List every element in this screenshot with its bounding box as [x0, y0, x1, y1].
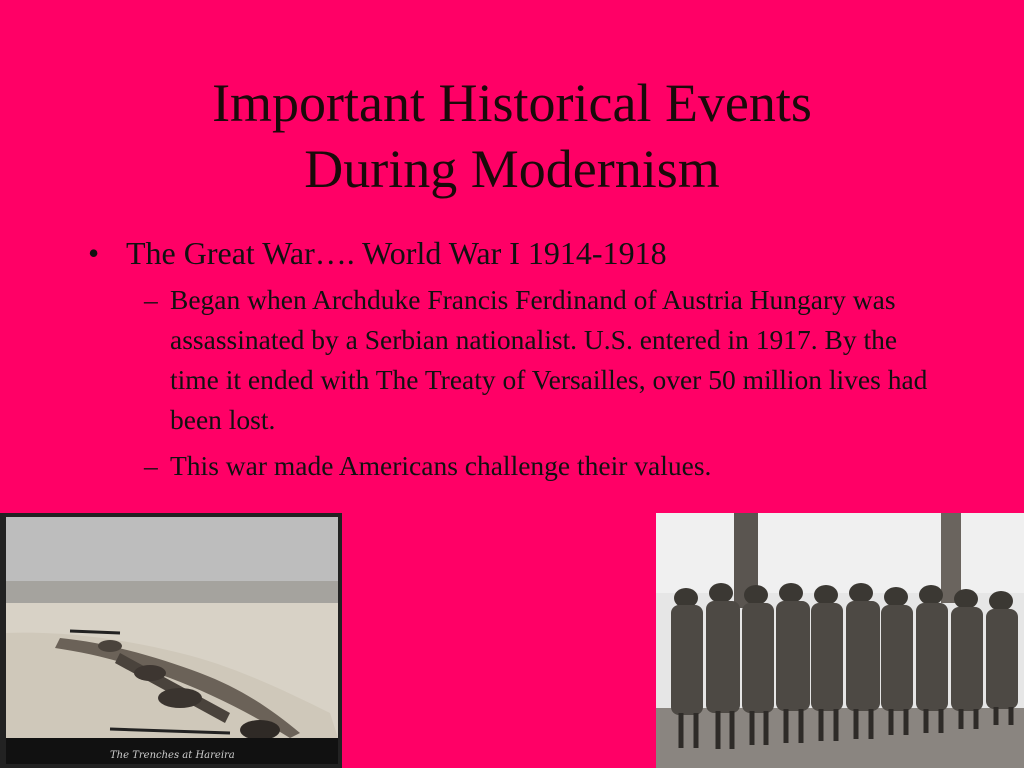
title-line-2: During Modernism	[304, 139, 720, 199]
bullet-mark: •	[88, 235, 100, 271]
trench-caption: The Trenches at Hareira	[110, 750, 235, 761]
slide-title	[0, 70, 1024, 202]
soldiers-photo	[656, 513, 1024, 768]
trench-photo	[0, 513, 342, 768]
soldiers-photo-image	[656, 513, 1024, 768]
sub-bullet-text: This war made Americans challenge their values.	[170, 450, 712, 481]
dash-mark: –	[144, 450, 158, 481]
bullet-item	[88, 232, 968, 274]
trench-photo-image	[0, 513, 342, 768]
sub-bullet-item	[144, 446, 944, 486]
title-line-1: Important Historical Events	[212, 73, 812, 133]
sub-bullet-item	[144, 280, 944, 440]
slide-content	[88, 232, 968, 486]
sub-bullet-text: Began when Archduke Francis Ferdinand of Austria Hungary was assassinated by a Serbian nationalist. U.S. entered in 1917. By the time it ended with The Treaty of Versailles, over 50 million lives had been lost.	[170, 284, 928, 435]
dash-mark: –	[144, 284, 158, 315]
bullet-text: The Great War…. World War I 1914-1918	[126, 235, 667, 271]
